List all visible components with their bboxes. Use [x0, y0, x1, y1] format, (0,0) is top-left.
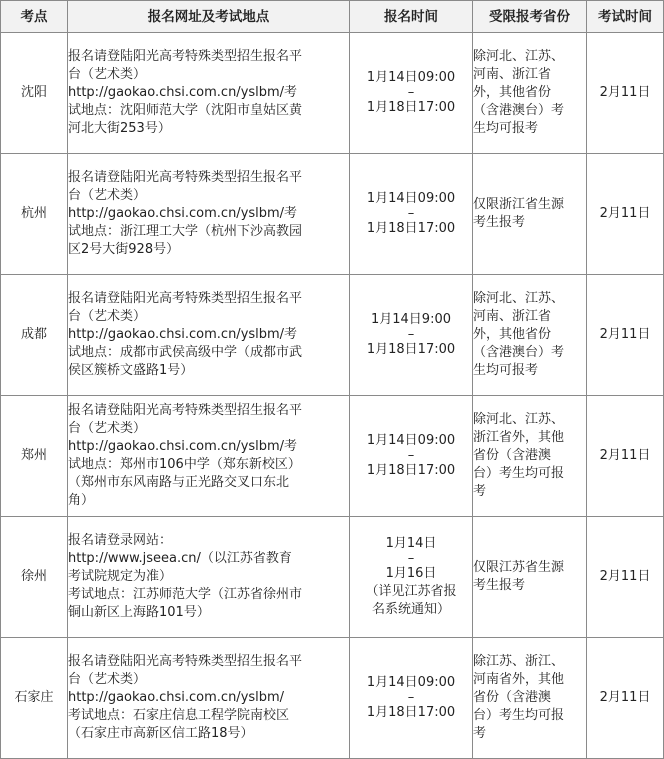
info-line: 考试地点：江苏师范大学（江苏省徐州市 — [68, 587, 303, 602]
info-line: 区2号大街928号） — [68, 242, 180, 257]
header-exam-time: 考试时间 — [587, 1, 664, 33]
provinces-line: （含港澳台）考 — [473, 103, 565, 118]
signup-time-cell — [350, 396, 473, 517]
provinces-line: 生均可报考 — [473, 121, 539, 136]
info-line: http://gaokao.chsi.com.cn/yslbm/考 — [68, 206, 298, 221]
signup-start: 1月14日09:00 — [366, 675, 456, 690]
provinces-cell — [473, 275, 587, 396]
provinces-cell — [473, 638, 587, 759]
info-line: 报名请登陆阳光高考特殊类型招生报名平 — [68, 49, 303, 64]
info-line: 角） — [68, 493, 95, 508]
provinces-cell — [473, 154, 587, 275]
provinces-line: 除河北、江苏、 — [473, 291, 565, 306]
provinces-line: 省份（含港澳 — [473, 690, 552, 705]
exam-date-cell: 2月11日 — [587, 275, 664, 396]
city-cell: 徐州 — [1, 517, 68, 638]
info-line: 台（艺术类） — [68, 309, 147, 324]
info-line: （石家庄市高新区信工路18号） — [68, 726, 254, 741]
signup-start: 1月14日9:00 — [370, 312, 451, 327]
info-cell — [68, 396, 350, 517]
table-body — [1, 33, 664, 759]
info-cell — [68, 154, 350, 275]
info-line: （郑州市东风南路与正光路交叉口东北 — [68, 475, 290, 490]
provinces-line: 生均可报考 — [473, 363, 539, 378]
signup-start: 1月14日09:00 — [366, 70, 456, 85]
info-cell — [68, 517, 350, 638]
info-cell — [68, 638, 350, 759]
info-cell — [68, 275, 350, 396]
signup-time-cell — [350, 275, 473, 396]
exam-date-cell: 2月11日 — [587, 517, 664, 638]
provinces-line: 台）考生均可报 — [473, 708, 565, 723]
info-line: 报名请登录网站： — [68, 533, 173, 548]
provinces-cell — [473, 396, 587, 517]
city-cell: 石家庄 — [1, 638, 68, 759]
city-cell: 成都 — [1, 275, 68, 396]
provinces-line: 除河北、江苏、 — [473, 412, 565, 427]
signup-dash: – — [407, 448, 415, 463]
exam-date-cell: 2月11日 — [587, 638, 664, 759]
signup-end: 1月18日17:00 — [366, 342, 456, 357]
signup-end: 1月18日17:00 — [366, 705, 456, 720]
info-line: http://www.jseea.cn/（以江苏省教育 — [68, 551, 292, 566]
provinces-line: 除江苏、浙江、 — [473, 654, 565, 669]
city-cell: 杭州 — [1, 154, 68, 275]
table-row — [1, 638, 664, 759]
city-cell: 沈阳 — [1, 33, 68, 154]
provinces-line: 考生报考 — [473, 578, 526, 593]
provinces-line: 外，其他省份 — [473, 327, 552, 342]
provinces-line: 考生报考 — [473, 215, 526, 230]
info-line: 试地点：成都市武侯高级中学（成都市武 — [68, 345, 303, 360]
signup-start: 1月14日09:00 — [366, 191, 456, 206]
info-line: 试地点：郑州市106中学（郑东新校区） — [68, 457, 301, 472]
info-line: http://gaokao.chsi.com.cn/yslbm/考 — [68, 439, 298, 454]
table-row — [1, 154, 664, 275]
info-line: http://gaokao.chsi.com.cn/yslbm/考 — [68, 85, 298, 100]
signup-start: 1月14日09:00 — [366, 433, 456, 448]
provinces-line: 考 — [473, 726, 487, 741]
signup-time-cell — [350, 33, 473, 154]
signup-note: 名系统通知） — [371, 602, 450, 617]
signup-time-cell — [350, 517, 473, 638]
info-line: http://gaokao.chsi.com.cn/yslbm/ — [68, 690, 285, 705]
provinces-cell — [473, 517, 587, 638]
signup-dash: – — [407, 206, 415, 221]
exam-date-cell: 2月11日 — [587, 396, 664, 517]
info-line: 报名请登陆阳光高考特殊类型招生报名平 — [68, 291, 303, 306]
info-line: 侯区簇桥文盛路1号） — [68, 363, 194, 378]
table-row — [1, 33, 664, 154]
signup-end: 1月18日17:00 — [366, 463, 456, 478]
provinces-line: 河南、浙江省 — [473, 67, 552, 82]
signup-end: 1月18日17:00 — [366, 221, 456, 236]
signup-time-cell — [350, 638, 473, 759]
signup-start: 1月14日 — [385, 536, 437, 551]
info-line: http://gaokao.chsi.com.cn/yslbm/考 — [68, 327, 298, 342]
provinces-line: 台）考生均可报 — [473, 466, 565, 481]
provinces-line: 省份（含港澳 — [473, 448, 552, 463]
info-line: 报名请登陆阳光高考特殊类型招生报名平 — [68, 403, 303, 418]
signup-end: 1月18日17:00 — [366, 100, 456, 115]
info-line: 报名请登陆阳光高考特殊类型招生报名平 — [68, 170, 303, 185]
info-cell — [68, 33, 350, 154]
provinces-line: 除河北、江苏、 — [473, 49, 565, 64]
city-cell: 郑州 — [1, 396, 68, 517]
header-provinces: 受限报考省份 — [473, 1, 587, 33]
provinces-line: 外，其他省份 — [473, 85, 552, 100]
provinces-line: 河南、浙江省 — [473, 309, 552, 324]
signup-dash: – — [407, 327, 415, 342]
provinces-line: 考 — [473, 484, 487, 499]
signup-dash: – — [407, 690, 415, 705]
info-line: 考试地点：石家庄信息工程学院南校区 — [68, 708, 290, 723]
table-row — [1, 396, 664, 517]
header-signup-time: 报名时间 — [350, 1, 473, 33]
provinces-cell — [473, 33, 587, 154]
signup-dash: – — [407, 551, 415, 566]
table-row — [1, 517, 664, 638]
signup-dash: – — [407, 85, 415, 100]
info-line: 报名请登陆阳光高考特殊类型招生报名平 — [68, 654, 303, 669]
info-line: 河北大街253号） — [68, 121, 171, 136]
provinces-line: 浙江省外，其他 — [473, 430, 565, 445]
provinces-line: 河南省外，其他 — [473, 672, 565, 687]
table-row — [1, 275, 664, 396]
info-line: 考试院规定为准） — [68, 569, 173, 584]
signup-time-cell — [350, 154, 473, 275]
provinces-line: 仅限江苏省生源 — [473, 560, 565, 575]
info-line: 铜山新区上海路101号） — [68, 605, 210, 620]
signup-note: （详见江苏省报 — [365, 584, 457, 599]
exam-date-cell: 2月11日 — [587, 33, 664, 154]
info-line: 台（艺术类） — [68, 672, 147, 687]
info-line: 台（艺术类） — [68, 188, 147, 203]
info-line: 试地点：浙江理工大学（杭州下沙高教园 — [68, 224, 303, 239]
info-line: 台（艺术类） — [68, 421, 147, 436]
info-line: 试地点：沈阳师范大学（沈阳市皇姑区黄 — [68, 103, 303, 118]
header-info: 报名网址及考试地点 — [68, 1, 350, 33]
signup-end: 1月16日 — [385, 566, 437, 581]
provinces-line: 仅限浙江省生源 — [473, 197, 565, 212]
provinces-line: （含港澳台）考 — [473, 345, 565, 360]
header-city: 考点 — [1, 1, 68, 33]
info-line: 台（艺术类） — [68, 67, 147, 82]
exam-date-cell: 2月11日 — [587, 154, 664, 275]
table-header-row — [1, 1, 664, 33]
